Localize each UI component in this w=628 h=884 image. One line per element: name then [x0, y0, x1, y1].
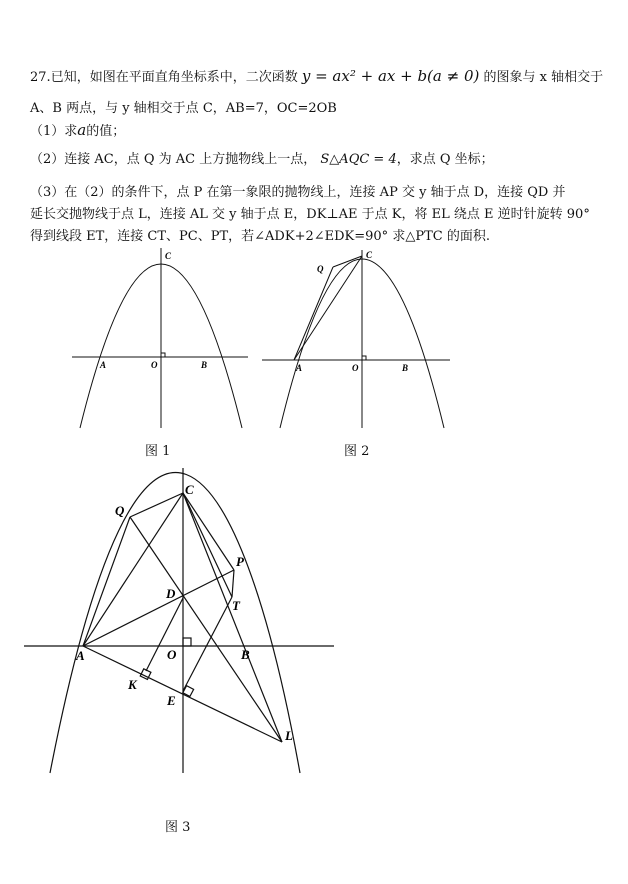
fig3-segment-pt: [232, 570, 234, 597]
fig2-label-c: C: [366, 250, 373, 260]
problem-number: 27.: [30, 70, 51, 85]
fig3-label-a: A: [76, 648, 85, 663]
fig3-label-t: T: [232, 598, 240, 613]
fig3-label-b: B: [241, 647, 250, 662]
fig2-label-o: O: [352, 363, 359, 373]
fig3-label-c: C: [185, 482, 194, 497]
fig1-label-c: C: [165, 251, 172, 261]
fig1-label-a: A: [100, 360, 107, 370]
fig3-segment-dk: [146, 598, 183, 671]
part-1-variable: a: [77, 121, 87, 139]
problem-intro: 已知，如图在平面直角坐标系中，二次函数: [50, 70, 298, 85]
fig3-segment-aq: [83, 517, 130, 646]
fig3-label-l: L: [285, 728, 293, 743]
fig3-label-o: O: [167, 647, 177, 662]
figure-1-caption: 图 1: [145, 444, 171, 459]
figure-2-caption: 图 2: [344, 444, 370, 459]
part-3-line-3: 得到线段 ET，连接 CT、PC、PT，若∠ADK+2∠EDK=90° 求△PTC 的面积.: [30, 229, 490, 244]
fig3-label-e: E: [167, 693, 176, 708]
fig3-segment-ap: [83, 570, 234, 646]
fig3-label-p: P: [236, 554, 244, 569]
part-1-prefix: （1）求: [30, 124, 78, 139]
problem-line-2: A、B 两点，与 y 轴相交于点 C，AB=7，OC=2OB: [30, 101, 337, 116]
fig2-label-a: A: [296, 363, 303, 373]
part-3-line-1: （3）在（2）的条件下，点 P 在第一象限的抛物线上，连接 AP 交 y 轴于点 D，连接 QD 并: [30, 185, 566, 200]
part-2-area-formula: S△AQC = 4: [320, 152, 397, 167]
part-3-line-2: 延长交抛物线于点 L，连接 AL 交 y 轴于点 E，DK⊥AE 于点 K，将 EL 绕点 E 逆时针旋转 90°: [30, 207, 590, 222]
quadratic-formula: y = ax² + ax + b(a ≠ 0): [301, 67, 480, 85]
fig3-label-k: K: [128, 677, 137, 692]
fig3-segment-ct: [183, 493, 232, 597]
figure-3-caption: 图 3: [165, 820, 191, 835]
fig3-label-d: D: [166, 586, 176, 601]
part-2-suffix: ，求点 Q 坐标；: [396, 152, 494, 167]
part-2-prefix: （2）连接 AC，点 Q 为 AC 上方抛物线上一点，: [30, 152, 317, 167]
part-1-suffix: 的值；: [86, 124, 126, 139]
fig3-label-q: Q: [115, 503, 125, 518]
fig3-segment-et: [183, 597, 232, 691]
fig1-label-b: B: [201, 360, 208, 370]
fig3-parabola: [50, 473, 300, 773]
fig2-label-b: B: [402, 363, 409, 373]
fig3-origin-right-angle: [183, 638, 191, 646]
problem-intro-suffix: 的图象与 x 轴相交于: [483, 70, 604, 85]
fig1-label-o: O: [151, 360, 158, 370]
fig2-label-q: Q: [317, 264, 324, 274]
